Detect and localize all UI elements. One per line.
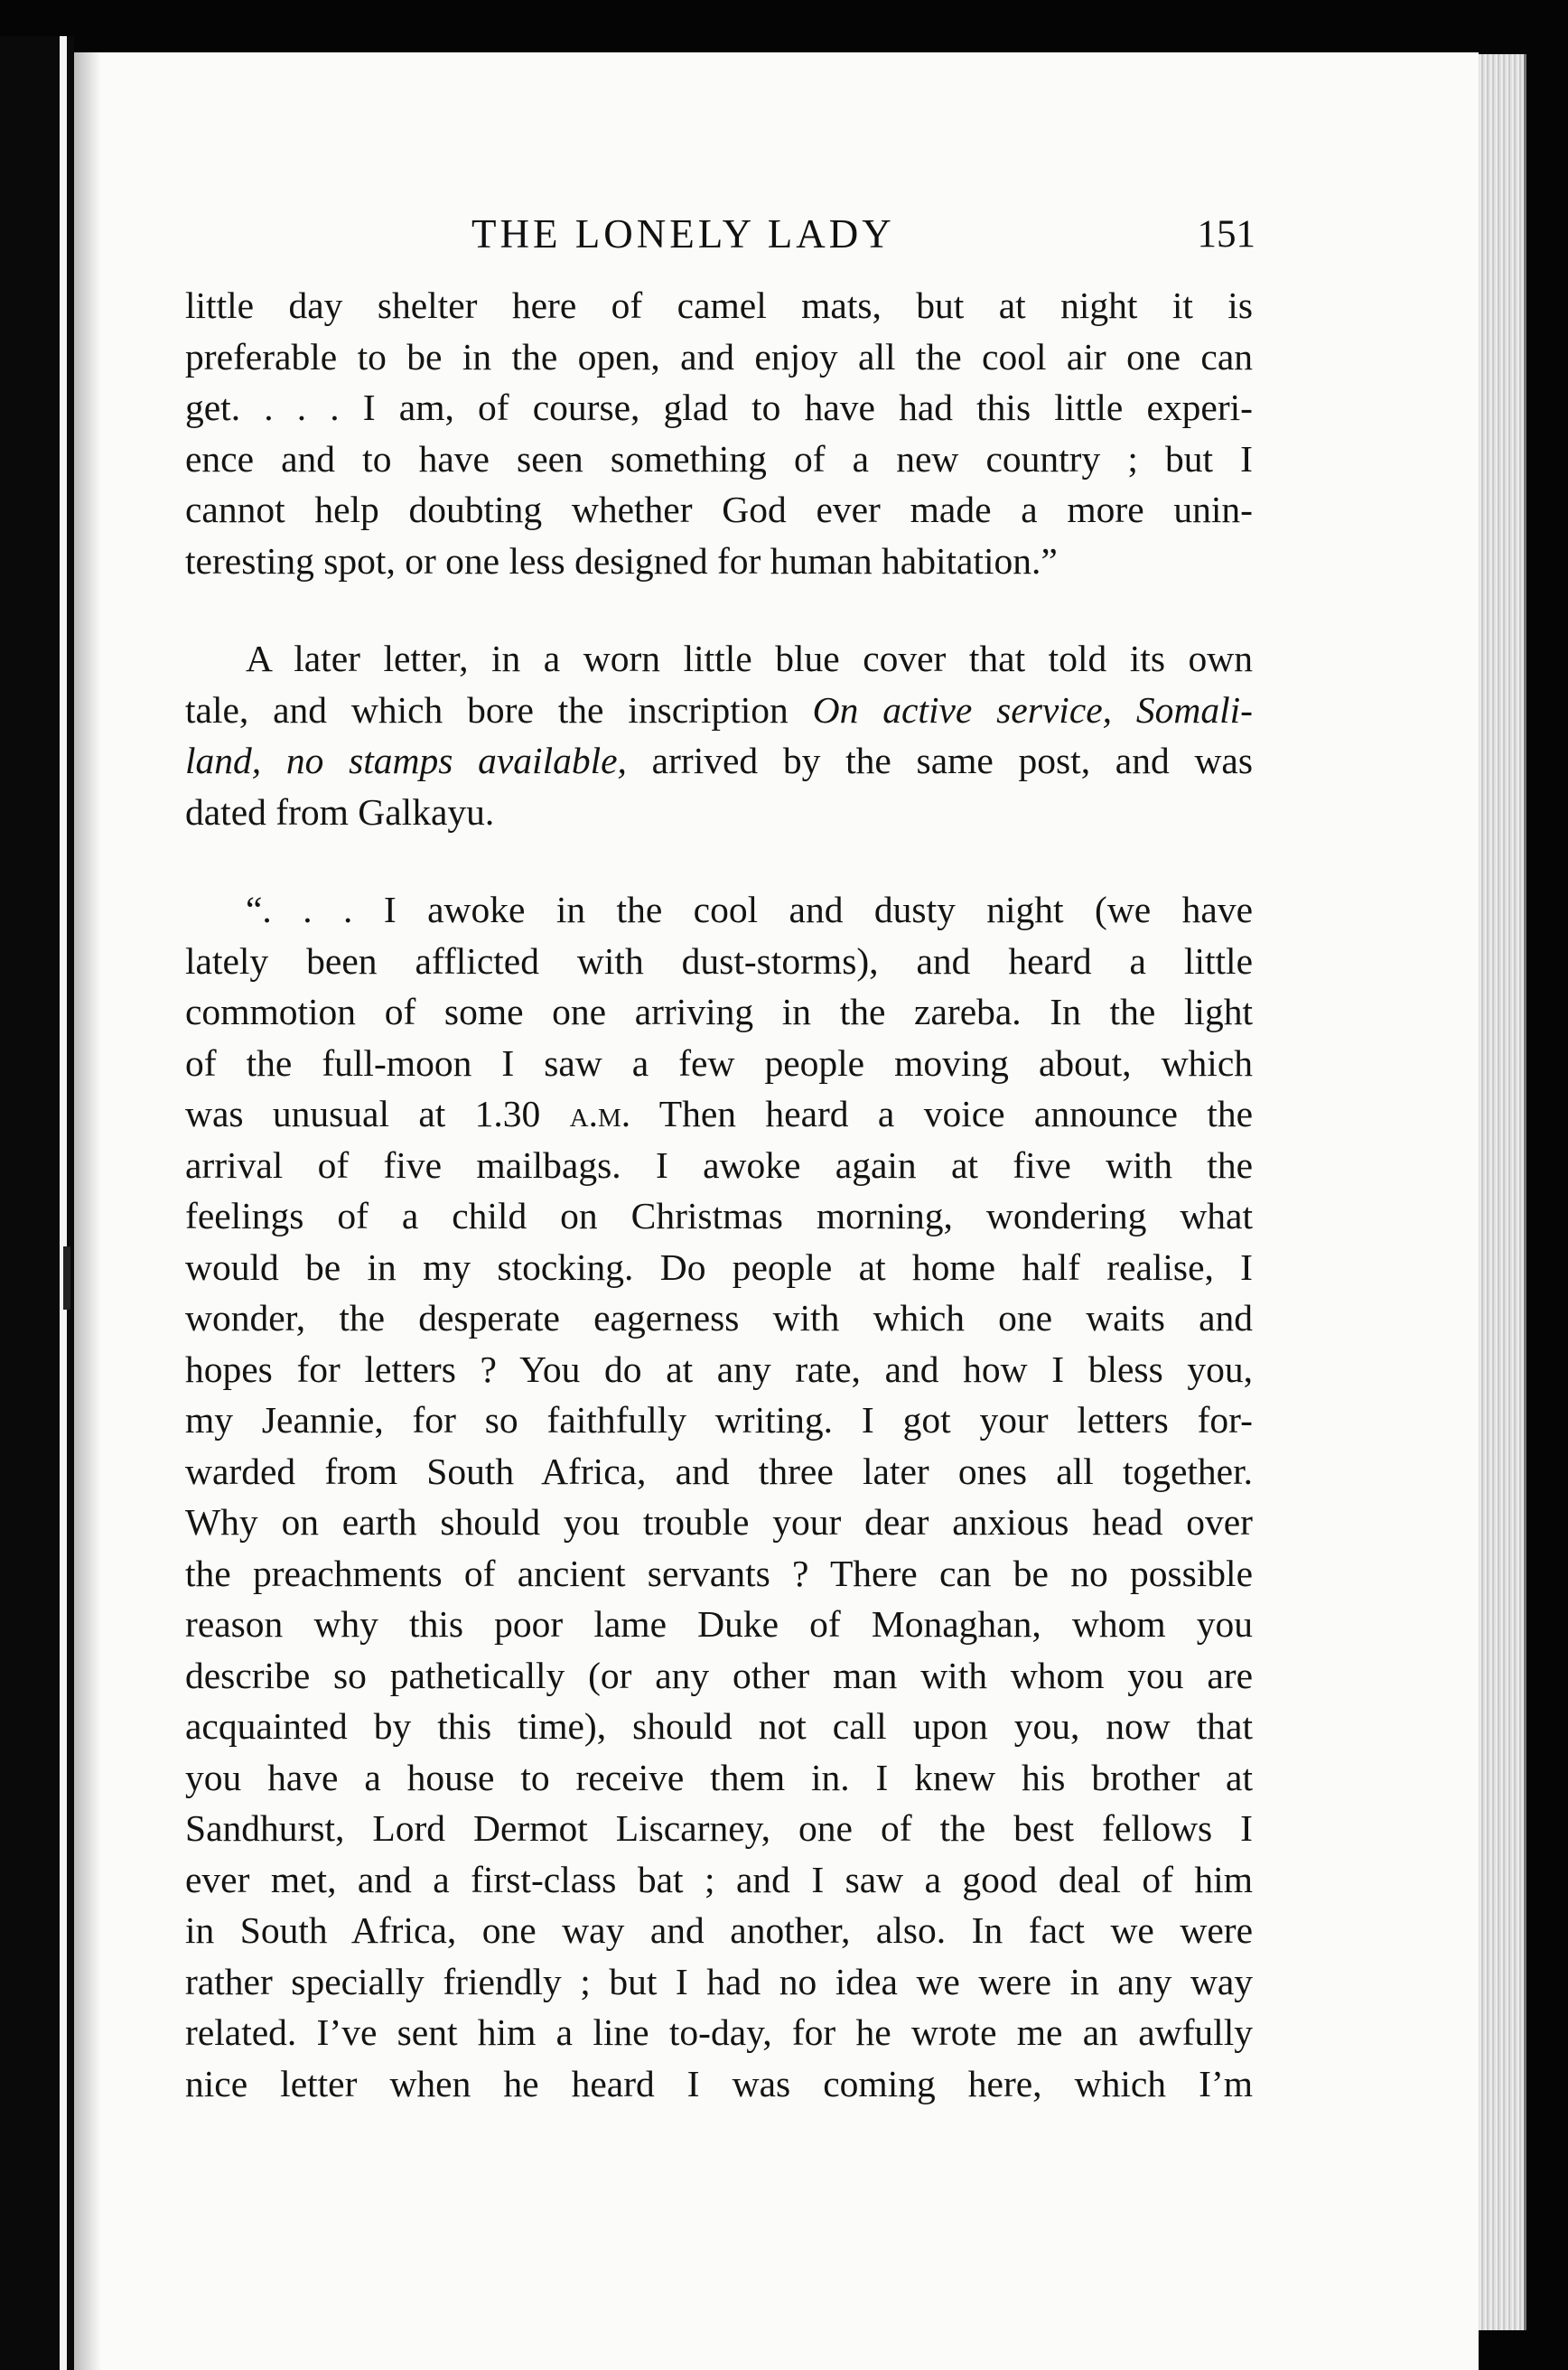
time-abbreviation: a.m. bbox=[569, 1093, 631, 1134]
scan-border-left bbox=[0, 36, 74, 2370]
paragraph bbox=[185, 280, 1253, 586]
margin-mark bbox=[63, 1246, 70, 1310]
text-line: “. . . I awoke in the cool and dusty night (we have bbox=[246, 889, 1253, 930]
text-line: A later letter, in a worn little blue cover that told its own bbox=[246, 638, 1253, 679]
page-edges bbox=[1479, 54, 1526, 2330]
gutter-shadow bbox=[74, 52, 101, 2370]
text-line: arrival of five mailbags. I awoke again at five with the bbox=[185, 1143, 1253, 1186]
text-line: you have a house to receive them in. I knew his brother at bbox=[185, 1756, 1253, 1798]
text-line: little day shelter here of camel mats, but at night it is bbox=[185, 285, 1253, 326]
text-line: reason why this poor lame Duke of Monaghan, whom you bbox=[185, 1603, 1253, 1645]
text-line: warded from South Africa, and three later ones all together. bbox=[185, 1450, 1253, 1492]
italic-inscription: land, no stamps available, bbox=[185, 740, 627, 781]
text-line: preferable to be in the open, and enjoy all the cool air one can bbox=[185, 335, 1253, 378]
text-line: cannot help doubting whether God ever made a more unin- bbox=[185, 489, 1253, 530]
text-line: rather specially friendly ; but I had no idea we were in any way bbox=[185, 1960, 1253, 2002]
text-line: lately been afflicted with dust-storms), and heard a little bbox=[185, 939, 1253, 982]
body-text bbox=[185, 280, 1253, 2109]
text-line: ence and to have seen something of a new country ; but I bbox=[185, 437, 1253, 480]
line-text: Then heard a voice announce the bbox=[630, 1093, 1253, 1134]
text-line: get. . . . I am, of course, glad to have had this little experi- bbox=[185, 387, 1253, 428]
line-text: arrived by the same post, and was bbox=[626, 740, 1253, 781]
running-head bbox=[190, 210, 1255, 265]
text-line: Sandhurst, Lord Dermot Liscarney, one of the best fellows I bbox=[185, 1807, 1253, 1849]
text-line: in South Africa, one way and another, also. In fact we were bbox=[185, 1909, 1253, 1951]
text-line: commotion of some one arriving in the zareba. In the light bbox=[185, 991, 1253, 1032]
text-line: my Jeannie, for so faithfully writing. I got your letters for- bbox=[185, 1399, 1253, 1441]
text-line: Why on earth should you trouble your dear anxious head over bbox=[185, 1501, 1253, 1543]
text-line: dated from Galkayu. bbox=[185, 790, 495, 833]
paragraph bbox=[185, 884, 1253, 2109]
text-line: feelings of a child on Christmas morning, wondering what bbox=[185, 1195, 1253, 1236]
text-line: teresting spot, or one less designed for human habitation.” bbox=[185, 539, 1058, 582]
text-line: of the full-moon I saw a few people moving about, which bbox=[185, 1041, 1253, 1084]
text-line bbox=[185, 1088, 1253, 1140]
text-line: acquainted by this time), should not call upon you, now that bbox=[185, 1705, 1253, 1747]
paragraph bbox=[185, 633, 1253, 837]
text-line: the preachments of ancient servants ? There can be no possible bbox=[185, 1552, 1253, 1594]
text-line: describe so pathetically (or any other man with whom you are bbox=[185, 1654, 1253, 1696]
running-title: THE LONELY LADY bbox=[471, 211, 895, 257]
text-line: would be in my stocking. Do people at home half realise, I bbox=[185, 1246, 1253, 1288]
text-line bbox=[185, 735, 1253, 787]
text-line: wonder, the desperate eagerness with which one waits and bbox=[185, 1297, 1253, 1339]
text-line bbox=[185, 685, 1253, 736]
text-line: related. I’ve sent him a line to-day, for he wrote me an awfully bbox=[185, 2011, 1253, 2053]
text-line: hopes for letters ? You do at any rate, and how I bless you, bbox=[185, 1348, 1253, 1390]
line-text: tale, and which bore the inscription bbox=[185, 688, 813, 731]
italic-inscription: On active service, Somali- bbox=[812, 688, 1253, 731]
text-line: nice letter when he heard I was coming here, which I’m bbox=[185, 2062, 1253, 2104]
line-text: was unusual at 1.30 bbox=[185, 1093, 570, 1134]
page-number: 151 bbox=[1197, 213, 1255, 256]
text-line: ever met, and a first-class bat ; and I saw a good deal of him bbox=[185, 1858, 1253, 1900]
